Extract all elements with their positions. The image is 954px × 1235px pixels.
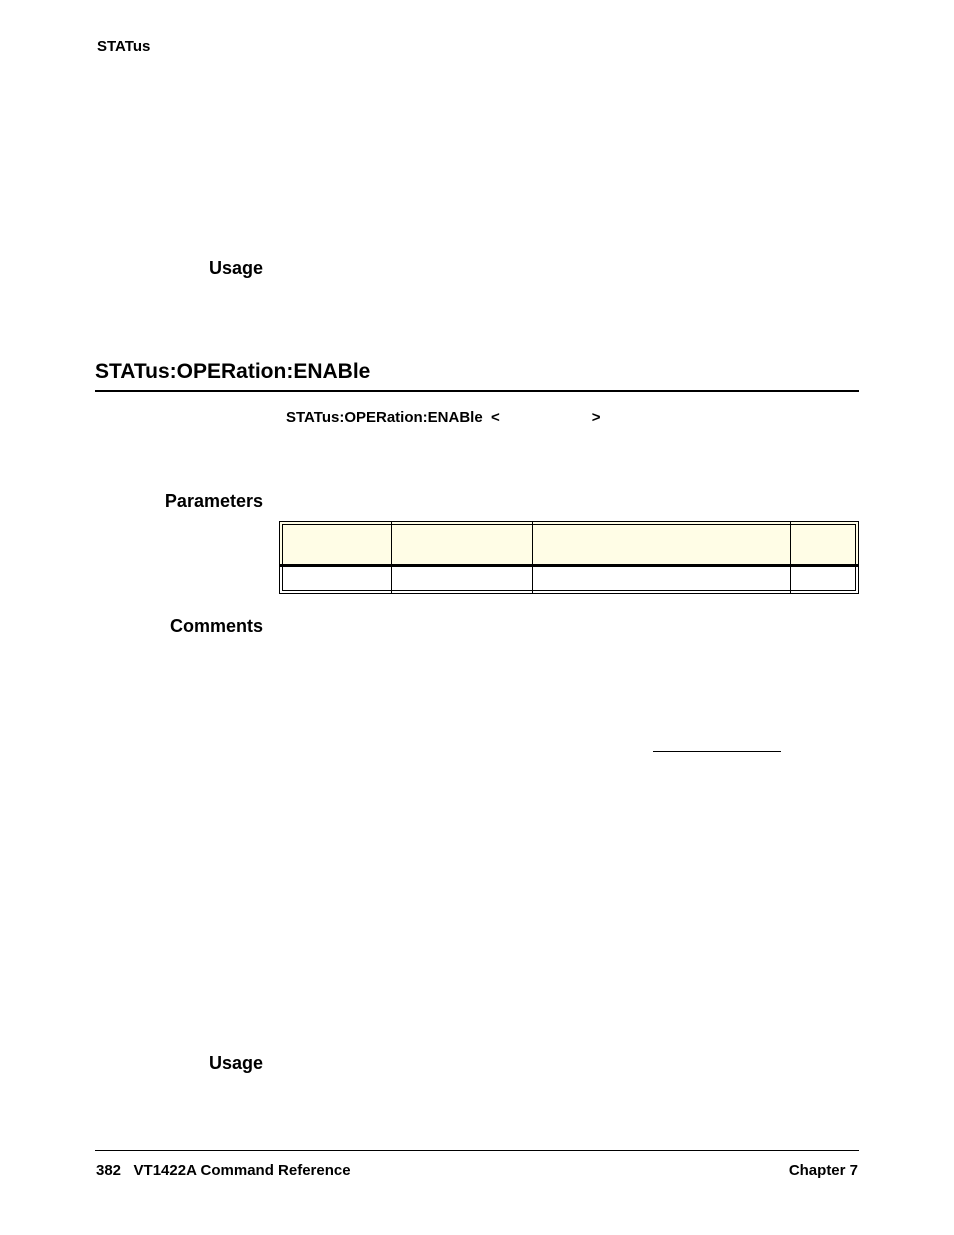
parameters-table (279, 521, 859, 594)
table-cell (280, 567, 392, 593)
page-number: 382 (96, 1162, 122, 1179)
syntax-open-bracket: < (491, 409, 500, 426)
running-head: STATus (97, 38, 151, 55)
table-row (280, 567, 858, 593)
table-header-cell (791, 522, 858, 567)
table-header-row (280, 522, 858, 567)
parameters-label: Parameters (164, 491, 263, 511)
section-title: STATus:OPERation:ENABle (95, 360, 371, 383)
usage-label-top: Usage (208, 258, 263, 278)
syntax-close-bracket: > (591, 409, 601, 426)
table-cell (392, 567, 533, 593)
table-header-cell (280, 522, 392, 567)
table-header-cell (533, 522, 791, 567)
table-cell (533, 567, 791, 593)
section-rule (95, 390, 859, 392)
syntax-line (286, 409, 601, 426)
footer-left (96, 1162, 351, 1179)
table-cell (791, 567, 858, 593)
underline-mark (653, 751, 781, 752)
syntax-command: STATus:OPERation:ENABle (286, 409, 483, 426)
table-header-cell (392, 522, 533, 567)
footer-rule (95, 1150, 859, 1151)
comments-label: Comments (169, 616, 263, 636)
usage-label-bottom: Usage (208, 1053, 263, 1073)
chapter-label: Chapter 7 (788, 1162, 858, 1179)
book-title: VT1422A Command Reference (133, 1162, 351, 1179)
